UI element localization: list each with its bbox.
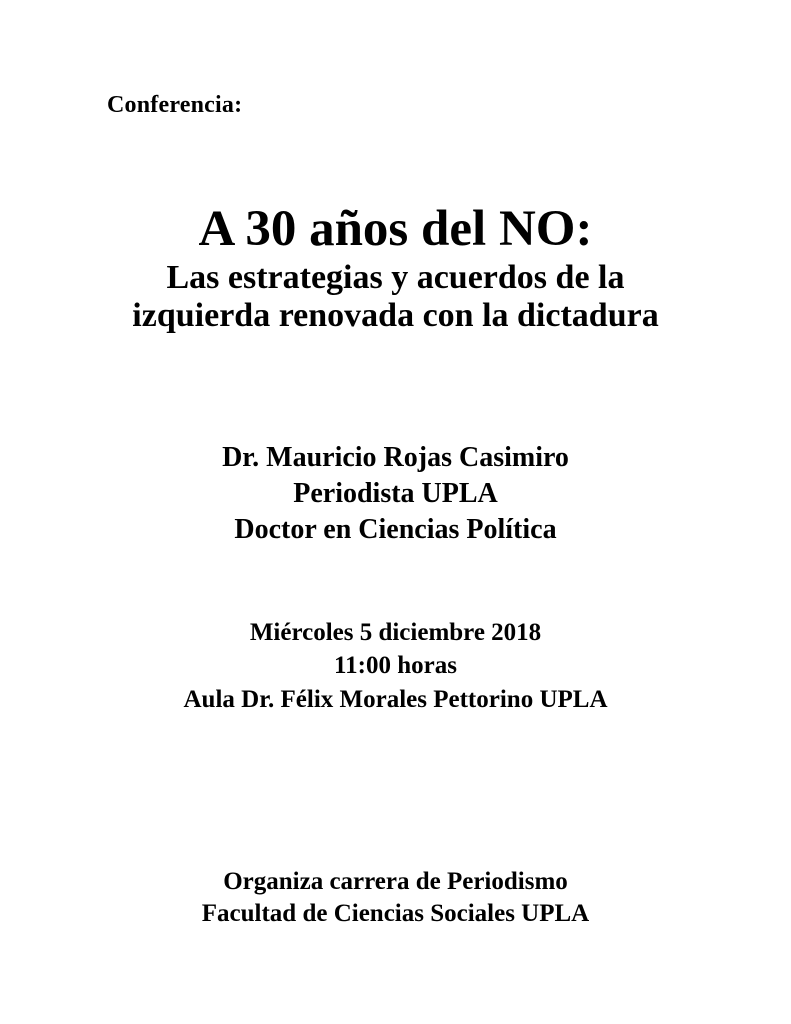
- conference-kicker-label: Conferencia:: [107, 92, 243, 118]
- event-details-block: [0, 616, 791, 716]
- event-time: 11:00 horas: [334, 652, 457, 680]
- speaker-role-2: Doctor en Ciencias Política: [234, 514, 557, 546]
- speaker-name: Dr. Mauricio Rojas Casimiro: [222, 442, 569, 473]
- event-venue: Aula Dr. Félix Morales Pettorino UPLA: [183, 685, 608, 713]
- title-block: [0, 200, 791, 335]
- organizer-block: [0, 866, 791, 930]
- organizer-line-2: Facultad de Ciencias Sociales UPLA: [201, 900, 590, 927]
- speaker-block: [0, 440, 791, 548]
- conference-title: A 30 años del NO:: [198, 201, 593, 257]
- conference-subtitle-line-2: izquierda renovada con la dictadura: [132, 296, 659, 334]
- event-date: Miércoles 5 diciembre 2018: [249, 619, 542, 646]
- organizer-line-1: Organiza carrera de Periodismo: [223, 868, 568, 895]
- speaker-role-1: Periodista UPLA: [293, 478, 498, 510]
- conference-subtitle-line-1: Las estrategias y acuerdos de la: [166, 258, 625, 296]
